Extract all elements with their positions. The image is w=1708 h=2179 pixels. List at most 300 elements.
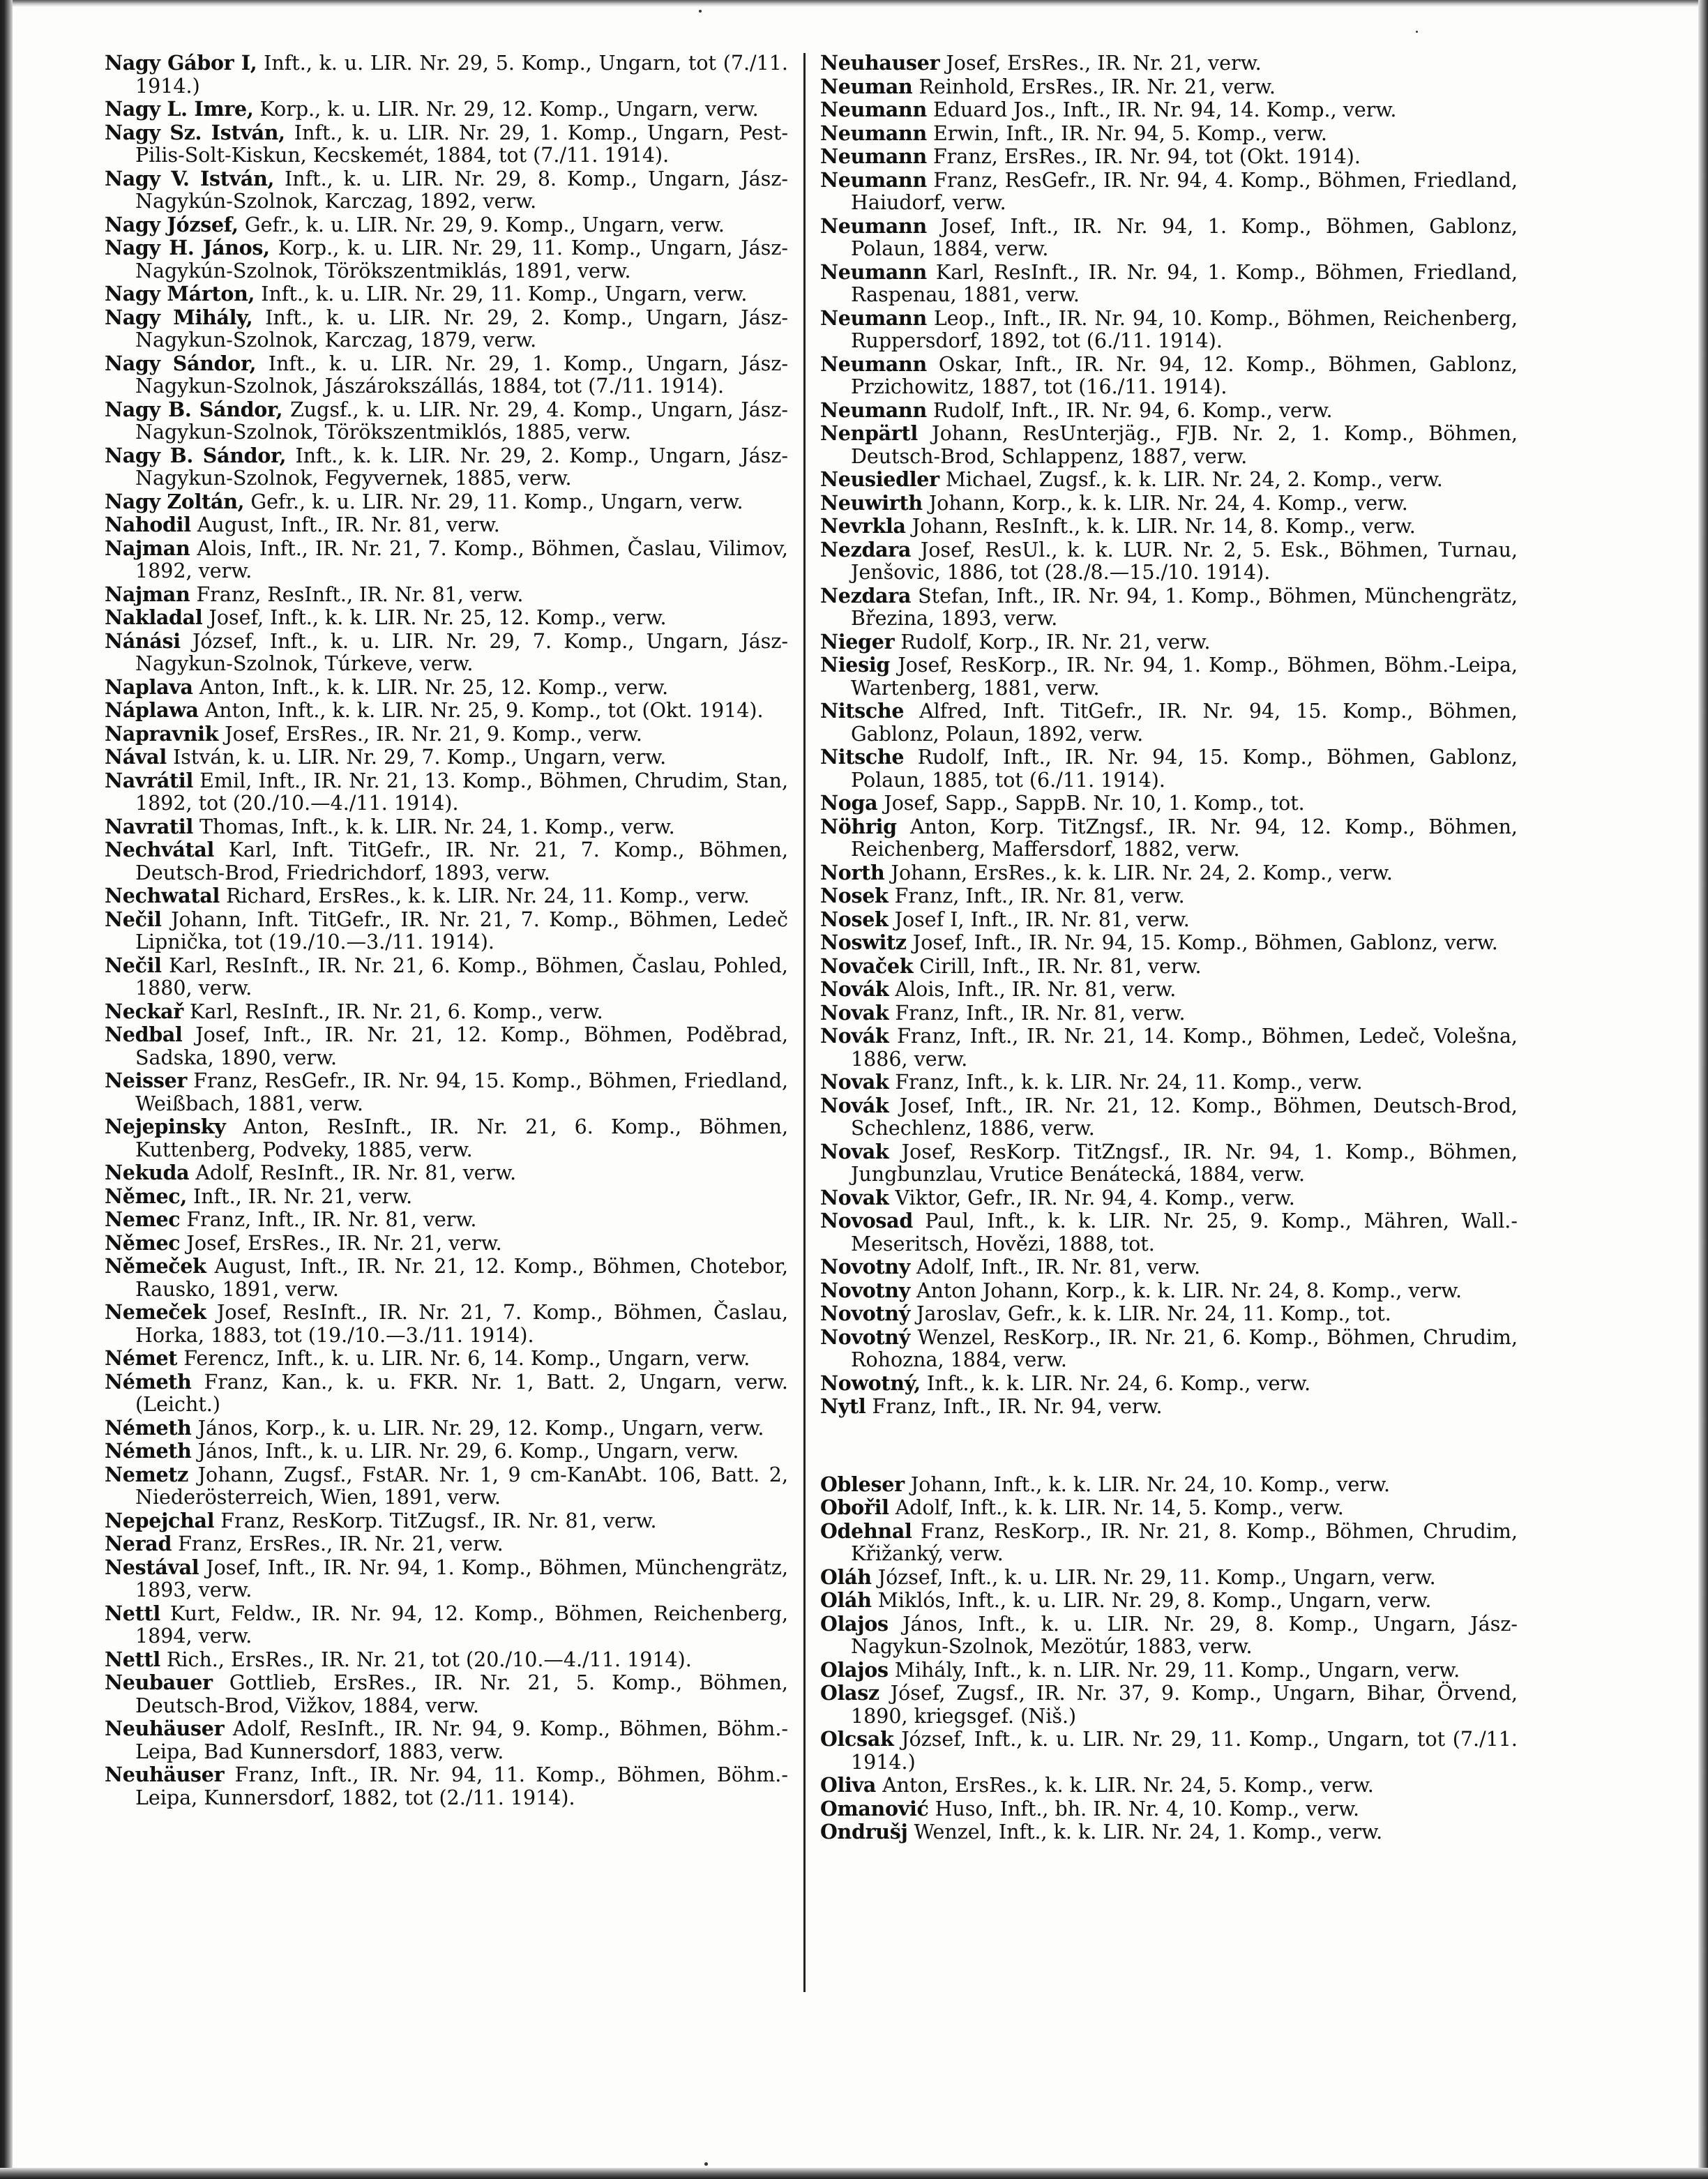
register-entry [820,1395,1518,1419]
entry-surname: Nemeček [105,1300,206,1324]
register-entry [820,52,1518,75]
register-entry [105,490,788,514]
register-entry [820,492,1518,515]
register-entry [820,1820,1518,1844]
entry-surname: Nevrkla [820,514,906,538]
register-entry [105,1440,788,1463]
register-entry [105,1069,788,1115]
entry-surname: Németh [105,1415,192,1440]
register-entry [105,1371,788,1417]
register-entry [820,1728,1518,1774]
register-entry [820,1797,1518,1821]
entry-surname: Neuman [820,74,913,98]
register-entry [820,538,1518,585]
entry-surname: Omanović [820,1796,929,1820]
entry-surname: Oláh [820,1588,872,1612]
entry-details: Johann, ResInft., k. k. LIR. Nr. 14, 8. Komp., verw. [912,515,1416,538]
entry-details: Inft., k. k. LIR. Nr. 29, 2. Komp., Ungarn, Jász-Nagykun-Szolnok, Fegyvernek, 1885, verw. [135,444,789,490]
entry-details: Stefan, Inft., IR. Nr. 94, 1. Komp., Böhmen, Münchengrätz, Březina, 1893, verw. [851,584,1518,630]
register-entry [105,583,788,607]
entry-details: Josef, ErsRes., IR. Nr. 21, 9. Komp., verw. [225,722,642,746]
register-entry [820,815,1518,861]
entry-surname: Németh [105,1439,192,1463]
register-entry [105,723,788,746]
register-entry [105,282,788,306]
entry-surname: Nieger [820,629,895,654]
entry-details: Franz, Inft., IR. Nr. 94, 11. Komp., Böhmen, Böhm.-Leipa, Kunnersdorf, 1882, tot (2./11. 1914). [135,1763,788,1809]
entry-surname: Niesig [820,653,891,677]
entry-details: Josef, ResUl., k. k. LUR. Nr. 2, 5. Esk., Böhmen, Turnau, Jenšovic, 1886, tot (28./8.—15./10. 1914). [851,538,1518,584]
entry-surname: Németh [105,1369,192,1394]
register-entry [820,422,1518,468]
section-gap [820,1419,1518,1473]
entry-details: Franz, Inft., k. k. LIR. Nr. 24, 11. Komp., verw. [895,1071,1363,1094]
register-entry [820,978,1518,1002]
entry-details: Gottlieb, ErsRes., IR. Nr. 21, 5. Komp., Böhmen, Deutsch-Brod, Vižkov, 1884, verw. [135,1671,788,1717]
entry-surname: Neuhauser [820,51,940,75]
register-entry [820,1094,1518,1140]
entry-details: Franz, ResInft., IR. Nr. 81, verw. [196,582,524,606]
register-entry [820,1613,1518,1659]
entry-surname: Nagy József, [105,212,239,236]
entry-details: János, Inft., k. u. LIR. Nr. 29, 8. Komp., Ungarn, Jász-Nagykun-Szolnok, Mezötúr, 1883, verw. [851,1612,1518,1658]
entry-details: Josef, ResInft., IR. Nr. 21, 7. Komp., Böhmen, Časlau, Horka, 1883, tot (19./10.—3./11. 1914). [135,1301,788,1347]
entry-details: Johann, Inft. TitGefr., IR. Nr. 21, 7. Komp., Böhmen, Ledeč Lipnička, tot (19./10.—3./11. 1914). [135,907,788,953]
scan-speck [1416,31,1418,33]
entry-surname: Nakladal [105,605,203,629]
entry-surname: Najman [105,582,190,606]
entry-details: Cirill, Inft., IR. Nr. 81, verw. [919,954,1202,978]
register-entry [105,1208,788,1232]
register-entry [820,1326,1518,1372]
entry-details: Jósef, Zugsf., IR. Nr. 37, 9. Komp., Ungarn, Bihar, Örvend, 1890, kriegsgef. (Niš.) [851,1682,1518,1728]
register-entry [105,1417,788,1440]
register-entry [105,1648,788,1672]
entry-details: Inft., IR. Nr. 21, verw. [193,1184,413,1208]
entry-surname: Novotný [820,1325,910,1349]
entry-details: Franz, Inft., IR. Nr. 94, verw. [872,1395,1163,1418]
register-entry [105,1763,788,1809]
register-entry [105,676,788,700]
entry-details: Huso, Inft., bh. IR. Nr. 4, 10. Komp., verw. [935,1797,1360,1820]
entry-details: Franz, Kan., k. u. FKR. Nr. 1, Batt. 2, Ungarn, verw. (Leicht.) [135,1370,788,1416]
entry-surname: Olajos [820,1611,889,1636]
entry-details: Korp., k. u. LIR. Nr. 29, 11. Komp., Ungarn, Jász-Nagykún-Szolnok, Törökszentmiklás, 1891, verw. [135,236,788,282]
register-entry [820,122,1518,146]
entry-details: Karl, ResInft., IR. Nr. 94, 1. Komp., Böhmen, Friedland, Raspenau, 1881, verw. [851,260,1518,306]
scan-edge-top [0,0,1708,7]
entry-details: Inft., k. u. LIR. Nr. 29, 1. Komp., Ungarn, Pest-Pilis-Solt-Kiskun, Kecskemét, 1884, tot (7./11. 1914). [135,121,788,167]
entry-surname: Novosad [820,1209,913,1232]
entry-surname: Ondrušj [820,1820,908,1844]
entry-surname: Novotny [820,1278,910,1302]
entry-details: Johann, Zugsf., FstAR. Nr. 1, 9 cm-KanAbt. 106, Batt. 2, Niederösterreich, Wien, 1891, verw. [135,1463,789,1509]
entry-surname: Nettl [105,1601,160,1625]
register-entry [105,884,788,908]
entry-surname: Nitsche [820,745,905,769]
entry-surname: Neckař [105,999,183,1023]
entry-surname: Nosek [820,884,889,907]
entry-details: August, Inft., IR. Nr. 81, verw. [197,513,500,536]
register-entry [820,515,1518,538]
entry-details: Josef, Inft., IR. Nr. 94, 1. Komp., Böhmen, Gablonz, Polaun, 1884, verw. [851,214,1518,260]
register-entry [105,121,788,167]
entry-details: August, Inft., IR. Nr. 21, 12. Komp., Böhmen, Chotebor, Rausko, 1891, verw. [135,1255,788,1301]
register-entry [820,1002,1518,1025]
register-entry [105,1347,788,1371]
entry-surname: Novák [820,1024,889,1048]
register-entry [820,884,1518,908]
entry-surname: Nagy V. István, [105,166,275,190]
register-entry [105,908,788,954]
entry-surname: Nechwatal [105,884,220,907]
entry-details: Karl, ResInft., IR. Nr. 21, 6. Komp., Böhmen, Časlau, Pohled, 1880, verw. [135,953,788,1000]
entry-surname: Novaček [820,953,914,978]
register-entry [105,1232,788,1256]
entry-details: Josef, ResKorp. TitZngsf., IR. Nr. 94, 1. Komp., Böhmen, Jungbunzlau, Vrutice Benátecká, 1884, verw. [851,1140,1518,1186]
register-entry [105,1301,788,1347]
entry-surname: Nekuda [105,1161,190,1184]
entry-details: Franz, ErsRes., IR. Nr. 21, verw. [178,1532,504,1555]
entry-surname: Nával [105,745,167,769]
register-entry [105,1255,788,1301]
entry-details: Rudolf, Inft., IR. Nr. 94, 6. Komp., verw. [932,398,1333,422]
entry-details: Inft., k. u. LIR. Nr. 29, 8. Komp., Ungarn, Jász-Nagykún-Szolnok, Karczag, 1892, verw. [135,167,788,213]
register-entry [820,1659,1518,1682]
register-entry [820,631,1518,654]
entry-details: Kurt, Feldw., IR. Nr. 94, 12. Komp., Böhmen, Reichenberg, 1894, verw. [135,1601,789,1648]
entry-surname: North [820,860,885,884]
entry-surname: Nettl [105,1647,160,1671]
entry-surname: Olasz [820,1681,879,1705]
entry-surname: Nagy L. Imre, [105,97,254,121]
entry-surname: Nagy B. Sándor, [105,397,283,421]
entry-surname: Nöhrig [820,814,897,838]
entry-surname: Nagy Sándor, [105,351,257,375]
entry-surname: Nemetz [105,1462,189,1486]
entry-surname: Nagy H. János, [105,236,270,259]
register-entry [820,792,1518,815]
entry-surname: Neuhäuser [105,1717,225,1740]
entry-surname: Neuwirth [820,490,923,515]
entry-details: Inft., k. k. LIR. Nr. 24, 6. Komp., verw. [926,1371,1311,1395]
scan-speck [699,10,702,13]
entry-details: Leop., Inft., IR. Nr. 94, 10. Komp., Böhmen, Reichenberg, Ruppersdorf, 1892, tot (6./11. 1914). [851,306,1518,352]
entry-details: Wenzel, ResKorp., IR. Nr. 21, 6. Komp., Böhmen, Chrudim, Rohozna, 1884, verw. [851,1325,1518,1371]
entry-details: Michael, Zugsf., k. k. LIR. Nr. 24, 2. Komp., verw. [945,468,1443,491]
entry-details: Franz, Inft., IR. Nr. 81, verw. [895,1001,1186,1025]
entry-details: Emil, Inft., IR. Nr. 21, 13. Komp., Böhmen, Chrudim, Stan, 1892, tot (20./10.—4./11. 1914). [135,769,789,815]
entry-surname: Neumann [820,306,927,330]
entry-details: Josef, ErsRes., IR. Nr. 21, verw. [946,52,1262,75]
entry-surname: Nagy Sz. István, [105,120,285,144]
entry-surname: Olajos [820,1657,889,1682]
register-entry [820,261,1518,307]
entry-details: Rudolf, Korp., IR. Nr. 21, verw. [900,630,1211,654]
entry-details: Eduard Jos., Inft., IR. Nr. 94, 14. Komp., verw. [932,98,1397,121]
entry-details: József, Inft., k. u. LIR. Nr. 29, 7. Komp., Ungarn, Jász-Nagykun-Szolnok, Túrkeve, verw. [135,629,789,675]
entry-surname: Napravnik [105,721,219,746]
entry-surname: Němeček [105,1254,206,1278]
entry-details: János, Korp., k. u. LIR. Nr. 29, 12. Komp., Ungarn, verw. [197,1416,764,1440]
entry-surname: Nahodil [105,513,191,536]
register-entry [105,1115,788,1161]
entry-details: Inft., k. u. LIR. Nr. 29, 2. Komp., Ungarn, Jász-Nagykun-Szolnok, Karczag, 1879, verw. [135,306,788,352]
entry-details: Franz, ResGefr., IR. Nr. 94, 15. Komp., Böhmen, Friedland, Weißbach, 1881, verw. [135,1069,788,1115]
register-entry [820,1372,1518,1396]
scan-edge-bottom [0,2168,1708,2179]
entry-surname: Nagy Gábor I, [105,51,257,75]
register-entry [820,1566,1518,1590]
entry-details: Ferencz, Inft., k. u. LIR. Nr. 6, 14. Komp., Ungarn, verw. [183,1347,750,1370]
register-entry [820,1140,1518,1186]
entry-surname: Novak [820,1070,889,1094]
entry-details: Franz, ErsRes., IR. Nr. 94, tot (Okt. 1914). [932,145,1361,168]
entry-details: Johann, Inft., k. k. LIR. Nr. 24, 10. Komp., verw. [910,1472,1391,1496]
entry-details: Johann, Korp., k. k. LIR. Nr. 24, 4. Komp., verw. [928,491,1408,515]
right-column-n-entries [820,52,1518,1419]
register-entry [820,700,1518,746]
entry-surname: Olcsak [820,1727,894,1751]
entry-details: Josef, Inft., IR. Nr. 21, 12. Komp., Böhmen, Deutsch-Brod, Schechlenz, 1886, verw. [851,1094,1518,1140]
register-entry [820,1682,1518,1728]
entry-details: Adolf, ResInft., IR. Nr. 81, verw. [195,1161,517,1184]
entry-details: Reinhold, ErsRes., IR. Nr. 21, verw. [919,75,1276,98]
entry-details: Rudolf, Inft., IR. Nr. 94, 15. Komp., Böhmen, Gablonz, Polaun, 1885, tot (6./11. 1914). [851,746,1518,792]
entry-details: Thomas, Inft., k. k. LIR. Nr. 24, 1. Komp., verw. [199,815,675,838]
entry-details: Josef, Inft., k. k. LIR. Nr. 25, 12. Komp., verw. [209,606,667,629]
entry-details: János, Inft., k. u. LIR. Nr. 29, 6. Komp., Ungarn, verw. [197,1440,739,1463]
entry-surname: Nechvátal [105,838,215,861]
register-entry [820,468,1518,492]
register-entry [105,1671,788,1717]
register-entry [105,1532,788,1556]
register-entry [820,1071,1518,1094]
entry-details: József, Inft., k. u. LIR. Nr. 29, 11. Komp., Ungarn, verw. [877,1565,1436,1589]
entry-surname: Neumann [820,352,927,376]
register-entry [820,1256,1518,1279]
entry-surname: Navrátil [105,768,193,792]
register-entry [820,955,1518,979]
entry-surname: Nitsche [820,699,905,723]
entry-details: Anton Johann, Korp., k. k. LIR. Nr. 24, 8. Komp., verw. [916,1279,1463,1302]
register-entry [820,75,1518,99]
entry-surname: Neusiedler [820,467,939,491]
entry-surname: Nestával [105,1555,199,1579]
register-entry [105,167,788,213]
register-entry [105,954,788,1000]
entry-details: Josef, Sapp., SappB. Nr. 10, 1. Komp., tot. [884,792,1305,815]
entry-details: Anton, Korp. TitZngsf., IR. Nr. 94, 12. Komp., Böhmen, Reichenberg, Maffersdorf, 1882, verw. [851,815,1518,861]
entry-details: Alois, Inft., IR. Nr. 21, 7. Komp., Böhmen, Časlau, Vilimov, 1892, verw. [135,536,788,582]
scan-edge-left [0,0,13,2179]
entry-details: István, k. u. LIR. Nr. 29, 7. Komp., Ungarn, verw. [172,746,667,769]
right-column [820,52,1518,1844]
register-entry [105,815,788,839]
entry-surname: Nezdara [820,537,912,561]
register-entry [105,1556,788,1602]
entry-details: Franz, ResGefr., IR. Nr. 94, 4. Komp., Böhmen, Friedland, Haiudorf, verw. [851,168,1518,214]
entry-surname: Odehnal [820,1518,912,1543]
entry-details: Jaroslav, Gefr., k. k. LIR. Nr. 24, 11. Komp., tot. [916,1302,1391,1325]
entry-surname: Nedbal [105,1023,183,1046]
entry-surname: Náplawa [105,698,199,722]
entry-surname: Nepejchal [105,1508,215,1532]
register-entry [105,513,788,537]
entry-surname: Neumann [820,121,927,145]
entry-surname: Neumann [820,144,927,168]
register-entry [820,215,1518,261]
entry-surname: Nánási [105,628,181,653]
entry-details: Josef, Inft., IR. Nr. 94, 15. Komp., Böhmen, Gablonz, verw. [912,931,1498,954]
entry-details: Wenzel, Inft., k. k. LIR. Nr. 24, 1. Komp., verw. [914,1820,1383,1844]
entry-surname: Němec, [105,1184,187,1208]
entry-surname: Nytl [820,1394,866,1418]
register-entry [820,145,1518,169]
register-entry [105,1161,788,1185]
entry-surname: Neuhäuser [105,1763,225,1786]
entry-details: Anton, Inft., k. k. LIR. Nr. 25, 12. Komp., verw. [199,675,669,699]
entry-surname: Novak [820,1139,889,1163]
entry-details: Erwin, Inft., IR. Nr. 94, 5. Komp., verw. [932,121,1327,145]
entry-surname: Neumann [820,213,927,238]
entry-details: Zugsf., k. u. LIR. Nr. 29, 4. Komp., Ungarn, Jász-Nagykun-Szolnok, Törökszentmiklós, 1885, verw. [135,398,789,444]
entry-surname: Němec [105,1230,181,1255]
entry-surname: Novák [820,1093,889,1117]
entry-surname: Oláh [820,1564,872,1589]
entry-surname: Navratil [105,814,193,838]
column-divider [803,53,806,1992]
register-entry [820,98,1518,122]
entry-surname: Najman [105,536,190,560]
entry-details: Anton, Inft., k. k. LIR. Nr. 25, 9. Komp., tot (Okt. 1914). [204,699,764,722]
right-column-o-entries [820,1473,1518,1844]
left-column [105,52,788,1809]
register-entry [105,236,788,282]
register-entry [820,585,1518,631]
register-entry [820,1589,1518,1613]
register-entry [820,399,1518,423]
entry-details: Richard, ErsRes., k. k. LIR. Nr. 24, 11. Komp., verw. [226,884,750,907]
entry-surname: Nagy Márton, [105,282,255,306]
entry-surname: Nosek [820,907,889,931]
register-entry [105,1023,788,1069]
register-entry [820,1774,1518,1797]
register-entry [105,769,788,815]
entry-details: Rich., ErsRes., IR. Nr. 21, tot (20./10.—4./11. 1914). [166,1648,692,1671]
register-entry [105,52,788,98]
entry-details: Franz, Inft., IR. Nr. 21, 14. Komp., Böhmen, Ledeč, Volešna, 1886, verw. [851,1025,1518,1071]
entry-surname: Neumann [820,398,927,422]
entry-details: Gefr., k. u. LIR. Nr. 29, 9. Komp., Ungarn, verw. [244,213,725,236]
register-entry [820,1279,1518,1303]
register-entry [105,537,788,583]
entry-surname: Novak [820,1000,889,1025]
entry-surname: Neumann [820,167,927,192]
register-entry [105,699,788,723]
entry-details: Gefr., k. u. LIR. Nr. 29, 11. Komp., Ungarn, verw. [250,490,743,513]
register-entry [105,1717,788,1763]
entry-details: Oskar, Inft., IR. Nr. 94, 12. Komp., Böhmen, Gablonz, Przichowitz, 1887, tot (16./11. 1914). [851,352,1518,398]
register-entry [105,630,788,676]
entry-surname: Nezdara [820,583,912,608]
entry-details: Viktor, Gefr., IR. Nr. 94, 4. Komp., verw. [895,1186,1295,1209]
entry-surname: Német [105,1346,178,1370]
entry-surname: Neumann [820,259,927,284]
entry-surname: Nečil [105,953,162,977]
entry-details: Josef, Inft., IR. Nr. 94, 1. Komp., Böhmen, Münchengrätz, 1893, verw. [135,1555,788,1601]
register-entry [105,838,788,884]
register-entry [820,353,1518,399]
register-entry [820,931,1518,955]
scan-speck [704,2162,708,2166]
register-entry [105,213,788,237]
entry-details: Paul, Inft., k. k. LIR. Nr. 25, 9. Komp., Mähren, Wall.-Meseritsch, Hovězi, 1888, tot. [851,1209,1518,1256]
register-entry [820,1186,1518,1210]
register-entry [820,861,1518,885]
entry-surname: Nejepinsky [105,1115,226,1138]
entry-surname: Novotný [820,1302,910,1325]
entry-surname: Neubauer [105,1671,213,1694]
register-entry [105,398,788,444]
entry-details: Anton, ResInft., IR. Nr. 21, 6. Komp., Böhmen, Kuttenberg, Podveky, 1885, verw. [135,1115,789,1161]
entry-surname: Obleser [820,1472,905,1496]
register-entry [820,654,1518,700]
entry-details: Inft., k. u. LIR. Nr. 29, 11. Komp., Ungarn, verw. [261,282,748,306]
entry-details: Alfred, Inft. TitGefr., IR. Nr. 94, 15. Komp., Böhmen, Gablonz, Polaun, 1892, verw. [851,700,1518,746]
entry-details: Inft., k. u. LIR. Nr. 29, 1. Komp., Ungarn, Jász-Nagykun-Szolnok, Jászárokszállás, 1884, tot (7./11. 1914). [135,352,788,398]
entry-details: Josef, Inft., IR. Nr. 21, 12. Komp., Böhmen, Poděbrad, Sadska, 1890, verw. [135,1023,789,1069]
entry-details: Franz, Inft., IR. Nr. 81, verw. [894,884,1185,907]
entry-details: Karl, Inft. TitGefr., IR. Nr. 21, 7. Komp., Böhmen, Deutsch-Brod, Friedrichdorf, 1893, verw. [135,838,789,884]
entry-surname: Naplava [105,674,193,699]
register-entry [105,444,788,490]
entry-details: Josef, ResKorp., IR. Nr. 94, 1. Komp., Böhmen, Böhm.-Leipa, Wartenberg, 1881, verw. [851,654,1518,700]
entry-surname: Nagy B. Sándor, [105,443,287,467]
entry-surname: Neumann [820,98,927,121]
register-entry [105,1509,788,1533]
entry-details: Karl, ResInft., IR. Nr. 21, 6. Komp., verw. [190,1000,603,1023]
register-entry [820,908,1518,932]
register-entry [820,169,1518,215]
register-entry [820,307,1518,353]
register-entry [105,606,788,630]
register-entry [105,1000,788,1024]
entry-details: Alois, Inft., IR. Nr. 81, verw. [895,978,1177,1001]
entry-details: Adolf, Inft., IR. Nr. 81, verw. [916,1256,1201,1279]
entry-details: Adolf, Inft., k. k. LIR. Nr. 14, 5. Komp., verw. [895,1496,1344,1519]
register-entry [820,1302,1518,1326]
entry-details: Adolf, ResInft., IR. Nr. 94, 9. Komp., Böhmen, Böhm.-Leipa, Bad Kunnersdorf, 1883, verw. [135,1717,789,1763]
entry-details: Josef I, Inft., IR. Nr. 81, verw. [894,907,1190,931]
entry-details: Franz, ResKorp., IR. Nr. 21, 8. Komp., Böhmen, Chrudim, Křižanký, verw. [851,1519,1518,1565]
entry-details: Mihály, Inft., k. n. LIR. Nr. 29, 11. Komp., Ungarn, verw. [894,1658,1460,1682]
entry-surname: Nečil [105,907,162,931]
entry-details: Anton, ErsRes., k. k. LIR. Nr. 24, 5. Komp., verw. [882,1774,1374,1797]
register-entry [820,1209,1518,1256]
entry-surname: Nagy Mihály, [105,305,253,329]
register-entry [820,1473,1518,1497]
register-entry [105,98,788,121]
register-entry [105,1602,788,1648]
register-entry [820,746,1518,792]
entry-surname: Oliva [820,1773,877,1797]
entry-surname: Novotny [820,1255,910,1279]
entry-surname: Neisser [105,1069,188,1092]
register-entry [105,306,788,352]
entry-surname: Nowotný, [820,1371,921,1395]
entry-surname: Noga [820,791,878,815]
